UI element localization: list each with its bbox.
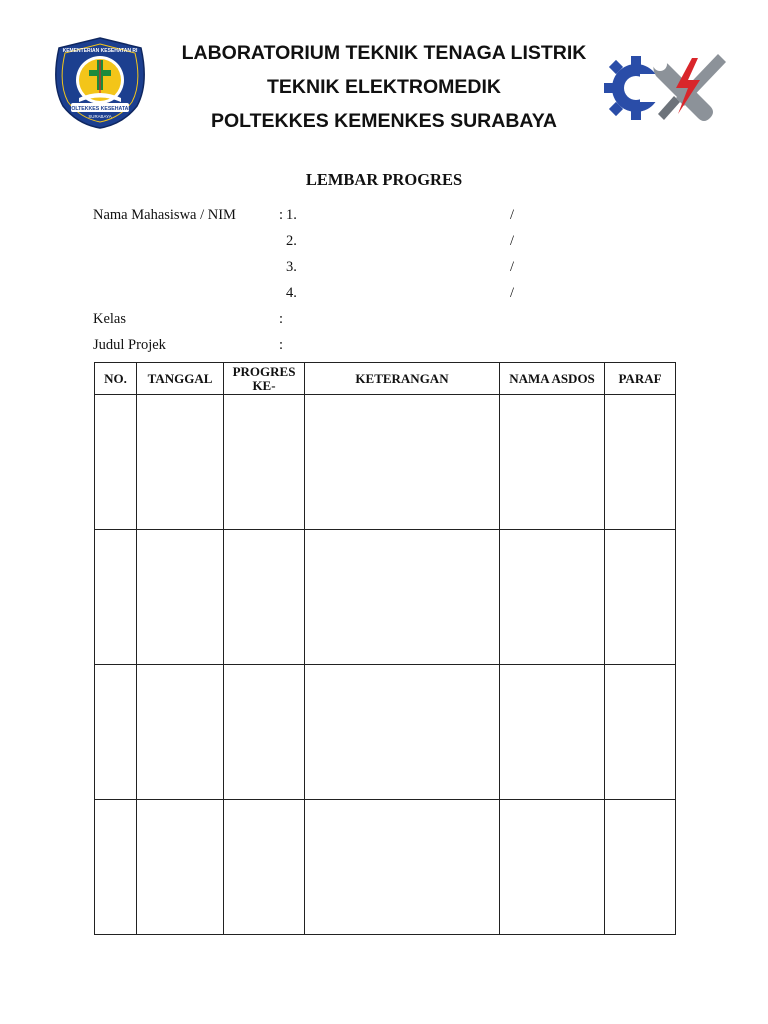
student-number: 2. xyxy=(286,233,297,249)
table-cell[interactable] xyxy=(500,665,605,800)
student-number: 1. xyxy=(286,207,297,223)
table-header-row xyxy=(95,363,676,395)
table-cell[interactable] xyxy=(137,665,224,800)
svg-text:SURABAYA: SURABAYA xyxy=(88,114,112,119)
letterhead xyxy=(150,36,618,138)
nim-separator: / xyxy=(510,259,515,275)
colon: : xyxy=(279,311,284,327)
svg-text:POLTEKKES KESEHATAN: POLTEKKES KESEHATAN xyxy=(67,106,133,112)
document-title: LEMBAR PROGRES xyxy=(305,170,463,189)
table-row xyxy=(95,800,676,935)
table-cell[interactable] xyxy=(500,800,605,935)
student-number: 4. xyxy=(286,285,297,301)
column-header-signature: PARAF xyxy=(605,363,676,395)
nim-separator: / xyxy=(510,285,515,301)
nim-separator: / xyxy=(510,207,515,223)
table-cell[interactable] xyxy=(500,395,605,530)
department-name: TEKNIK ELEKTROMEDIK xyxy=(267,76,501,98)
svg-text:KEMENTERIAN KESEHATAN RI: KEMENTERIAN KESEHATAN RI xyxy=(62,48,138,54)
table-cell[interactable] xyxy=(137,395,224,530)
table-cell[interactable] xyxy=(605,800,676,935)
table-cell[interactable] xyxy=(305,395,500,530)
table-row xyxy=(95,395,676,530)
table-cell[interactable] xyxy=(224,395,305,530)
institution-name: POLTEKKES KEMENKES SURABAYA xyxy=(210,110,557,132)
table-cell[interactable] xyxy=(137,800,224,935)
column-header-notes: KETERANGAN xyxy=(305,363,500,395)
table-row xyxy=(95,665,676,800)
table-cell[interactable] xyxy=(224,530,305,665)
table-cell[interactable] xyxy=(95,530,137,665)
lab-name: LABORATORIUM TEKNIK TENAGA LISTRIK xyxy=(181,42,587,64)
colon: : xyxy=(279,207,284,223)
student-number: 3. xyxy=(286,259,297,275)
project-label: Judul Projek xyxy=(93,337,166,353)
table-cell[interactable] xyxy=(224,665,305,800)
table-cell[interactable] xyxy=(305,665,500,800)
colon: : xyxy=(279,337,284,353)
kemenkes-logo xyxy=(49,36,151,130)
nim-separator: / xyxy=(510,233,515,249)
table-cell[interactable] xyxy=(224,800,305,935)
engineering-logo xyxy=(600,48,730,128)
table-cell[interactable] xyxy=(305,530,500,665)
column-header-no: NO. xyxy=(95,363,137,395)
class-label: Kelas xyxy=(93,311,127,327)
table-cell[interactable] xyxy=(605,530,676,665)
table-cell[interactable] xyxy=(95,395,137,530)
student-label: Nama Mahasiswa / NIM xyxy=(93,207,236,223)
table-cell[interactable] xyxy=(605,395,676,530)
column-header-progress: PROGRES KE- xyxy=(224,363,305,395)
table-cell[interactable] xyxy=(137,530,224,665)
table-cell[interactable] xyxy=(95,665,137,800)
table-cell[interactable] xyxy=(500,530,605,665)
progress-table xyxy=(94,362,676,935)
table-cell[interactable] xyxy=(95,800,137,935)
table-cell[interactable] xyxy=(305,800,500,935)
table-cell[interactable] xyxy=(605,665,676,800)
table-row xyxy=(95,530,676,665)
column-header-date: TANGGAL xyxy=(137,363,224,395)
column-header-assistant: NAMA ASDOS xyxy=(500,363,605,395)
